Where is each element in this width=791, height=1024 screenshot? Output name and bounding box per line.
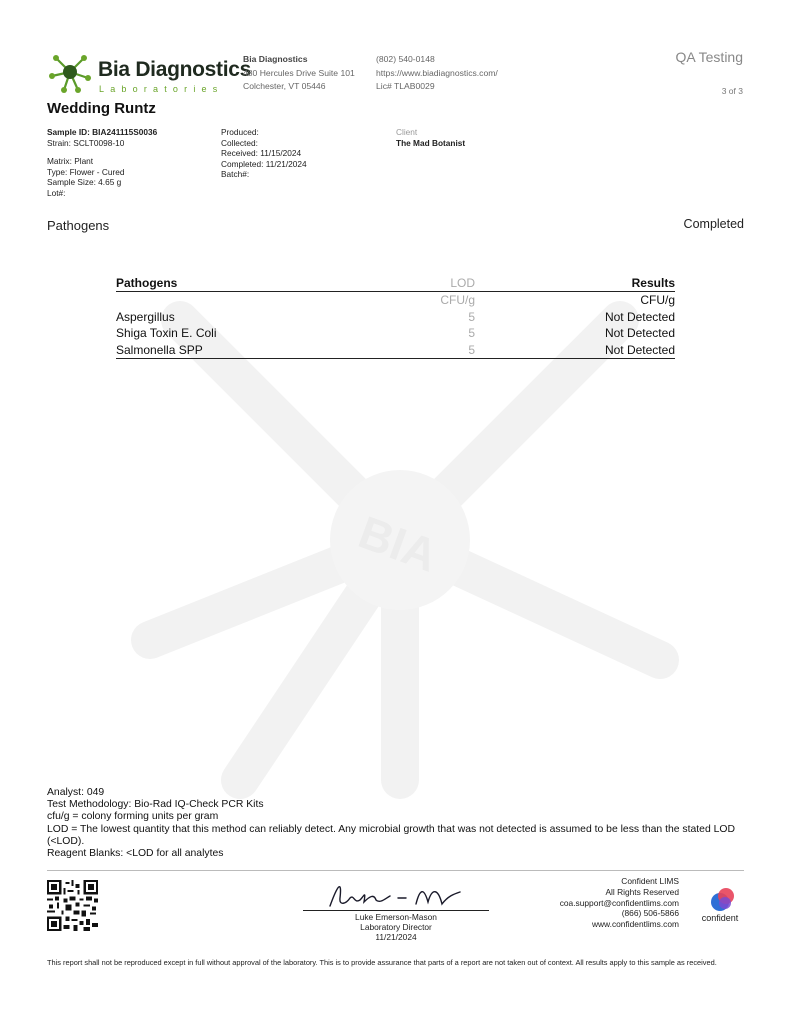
date-received: Received: 11/15/2024 xyxy=(221,148,302,159)
lab-license: Lic# TLAB0029 xyxy=(376,81,435,91)
header-lod: LOD xyxy=(365,276,475,292)
date-collected: Collected: xyxy=(221,137,258,148)
sample-size: Sample Size: 4.65 g xyxy=(47,177,122,188)
brand-subtitle: Laboratories xyxy=(99,84,224,94)
header-analyte: Pathogens xyxy=(116,276,365,292)
results-table xyxy=(116,276,675,359)
row-lod: 5 xyxy=(468,326,475,341)
brand-name: Bia Diagnostics xyxy=(98,58,252,81)
table-row xyxy=(116,325,675,342)
table-row xyxy=(116,342,675,359)
lims-website[interactable]: www.confidentlims.com xyxy=(591,919,679,930)
cfu-definition: cfu/g = colony forming units per gram xyxy=(47,811,219,823)
disclaimer: This report shall not be reproduced except in full without approval of the laboratory. This is to provide assurance that parts of a report are not taken out of context. All results apply to this sample as received. xyxy=(47,958,717,967)
lims-email[interactable]: coa.support@confidentlims.com xyxy=(559,897,679,908)
qr-code-icon[interactable] xyxy=(47,880,98,931)
sample-lot: Lot#: xyxy=(47,187,66,198)
date-produced: Produced: xyxy=(221,127,259,137)
header-results: Results xyxy=(475,276,675,292)
signatory-block xyxy=(303,913,489,942)
page-number: 3 of 3 xyxy=(721,86,743,96)
sample-strain: Strain: SCLT0098-10 xyxy=(47,137,125,148)
table-units-row xyxy=(116,292,675,309)
lab-website[interactable]: https://www.biadiagnostics.com/ xyxy=(376,67,498,78)
row-lod: 5 xyxy=(365,342,475,359)
lod-definition: LOD = The lowest quantity that this method can reliably detect. Any microbial growth that was not detected is assumed to be less than the stated LOD (<LOD). xyxy=(47,823,735,847)
section-status: Completed xyxy=(683,217,744,231)
methodology-notes xyxy=(47,787,747,860)
units-lod: CFU/g xyxy=(440,293,475,308)
lims-contact-block xyxy=(560,876,679,930)
confident-logo-icon xyxy=(709,886,737,914)
batch-number: Batch#: xyxy=(221,169,250,180)
lims-phone: (866) 506-5866 xyxy=(621,908,679,919)
client-label: Client xyxy=(396,127,418,137)
lab-phone: (802) 540-0148 xyxy=(376,54,435,64)
confident-logo-word: confident xyxy=(701,913,739,923)
units-results: CFU/g xyxy=(640,293,675,308)
lab-name: Bia Diagnostics xyxy=(243,54,308,64)
table-header-row xyxy=(116,276,675,292)
lab-address-line1: 480 Hercules Drive Suite 101 xyxy=(243,67,355,78)
test-methodology: Test Methodology: Bio-Rad IQ-Check PCR Kits xyxy=(47,799,264,811)
section-title: Pathogens xyxy=(47,218,110,233)
lims-name: Confident LIMS xyxy=(621,876,679,886)
row-lod: 5 xyxy=(468,309,475,324)
signatory-title: Laboratory Director xyxy=(360,921,432,932)
sample-matrix: Matrix: Plant xyxy=(47,156,94,167)
signature-line xyxy=(303,910,489,911)
row-result: Not Detected xyxy=(604,309,675,324)
table-row xyxy=(116,309,675,326)
date-completed: Completed: 11/21/2024 xyxy=(221,158,307,169)
signature-date: 11/21/2024 xyxy=(375,931,417,942)
report-type: QA Testing xyxy=(675,49,743,65)
dates-block xyxy=(221,127,307,180)
row-analyte: Shiga Toxin E. Coli xyxy=(116,326,217,341)
bia-molecule-logo-icon xyxy=(46,50,94,94)
reagent-blanks: Reagent Blanks: <LOD for all analytes xyxy=(47,848,224,860)
sample-info-block xyxy=(47,127,157,199)
sample-id: Sample ID: BIA241115S0036 xyxy=(47,127,158,137)
product-name: Wedding Runtz xyxy=(47,100,156,117)
lab-contact-block xyxy=(376,53,498,94)
footer-divider xyxy=(47,870,744,871)
units-blank xyxy=(116,292,365,309)
signatory-name: Luke Emerson-Mason xyxy=(355,912,437,922)
row-result: Not Detected xyxy=(604,326,675,341)
lims-rights: All Rights Reserved xyxy=(605,886,679,897)
lab-address-block xyxy=(243,53,355,94)
lab-address-line2: Colchester, VT 05446 xyxy=(243,81,326,91)
signature-image xyxy=(320,876,470,914)
row-analyte: Aspergillus xyxy=(116,309,175,324)
svg-text:BIA: BIA xyxy=(352,505,445,582)
client-block xyxy=(396,127,465,148)
row-result: Not Detected xyxy=(475,342,675,359)
row-analyte: Salmonella SPP xyxy=(116,342,365,359)
client-name: The Mad Botanist xyxy=(396,137,466,148)
sample-type: Type: Flower - Cured xyxy=(47,166,125,177)
analyst: Analyst: 049 xyxy=(47,787,105,798)
